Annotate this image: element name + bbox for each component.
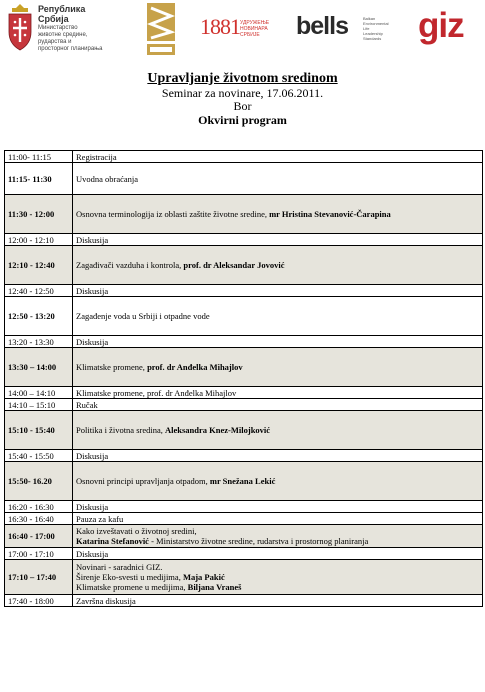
speaker-name: prof. dr Anđelka Mihajlov	[147, 362, 243, 372]
activity-text: Politika i životna sredina,	[76, 425, 165, 435]
schedule-row	[5, 297, 483, 336]
schedule-time: 16:40 - 17:00	[5, 525, 73, 548]
schedule-row	[5, 336, 483, 348]
schedule-time: 14:00 – 14:10	[5, 387, 73, 399]
speaker-name: Maja Pakić	[182, 572, 225, 582]
schedule-activity	[73, 595, 483, 607]
schedule-row	[5, 462, 483, 501]
activity-line	[76, 582, 479, 592]
schedule-row	[5, 399, 483, 411]
schedule-time: 13:20 - 13:30	[5, 336, 73, 348]
schedule-row	[5, 411, 483, 450]
schedule-time: 12:10 - 12:40	[5, 246, 73, 285]
schedule-time: 12:40 - 12:50	[5, 285, 73, 297]
activity-line	[76, 562, 479, 572]
schedule-activity	[73, 560, 483, 595]
schedule-row	[5, 595, 483, 607]
schedule-row	[5, 513, 483, 525]
schedule-time: 17:40 - 18:00	[5, 595, 73, 607]
schedule-row	[5, 163, 483, 195]
schedule-row	[5, 348, 483, 387]
activity-text: Osnovna terminologija iz oblasti zaštite životne sredine,	[76, 209, 270, 219]
activity-text: Novinari - saradnici GIZ.	[76, 562, 163, 572]
schedule-activity	[73, 348, 483, 387]
activity-line	[76, 526, 479, 536]
activity-text: Klimatske promene u medijima,	[76, 582, 188, 592]
activity-line	[76, 572, 479, 582]
speaker-name: prof. dr Aleksandar Jovović	[183, 260, 285, 270]
bells-subtitle: Balkan Environmental Life Leadership Standards	[363, 16, 389, 41]
schedule-row	[5, 234, 483, 246]
schedule-row	[5, 450, 483, 462]
schedule-activity	[73, 151, 483, 163]
serbia-name: Република Србија	[38, 4, 86, 24]
program-label: Okvirni program	[198, 113, 287, 127]
schedule-body	[5, 151, 483, 607]
giz-logo: giz	[418, 6, 464, 45]
activity-text: Pauza za kafu	[76, 513, 124, 524]
uns-logo	[200, 12, 278, 48]
schedule-activity	[73, 336, 483, 348]
activity-text: Završna diskusija	[76, 595, 136, 606]
schedule-activity	[73, 297, 483, 336]
sksg-logo-icon	[146, 2, 176, 56]
document-place: Bor	[233, 99, 252, 113]
schedule-activity	[73, 411, 483, 450]
activity-line	[76, 536, 479, 546]
activity-text: Osnovni principi upravljanja otpadom,	[76, 476, 210, 486]
speaker-name: mr Hristina Stevanović-Čarapina	[269, 209, 391, 219]
speaker-name: Biljana Vraneš	[187, 582, 242, 592]
activity-text: Diskusija	[76, 234, 109, 245]
schedule-row	[5, 387, 483, 399]
activity-text: Širenje Eko-svesti u medijima,	[76, 572, 183, 582]
bells-wordmark: bells	[296, 12, 348, 40]
activity-text: Diskusija	[76, 285, 109, 296]
schedule-row	[5, 501, 483, 513]
schedule-row	[5, 560, 483, 595]
activity-text: Klimatske promene, prof. dr Anđelka Mihajlov	[76, 387, 237, 398]
schedule-row	[5, 548, 483, 560]
schedule-activity	[73, 513, 483, 525]
schedule-row	[5, 525, 483, 548]
speaker-name: Aleksandra Knez-Milojković	[165, 425, 271, 435]
activity-text: - Ministarstvo životne sredine, rudarstva i prostornog planiranja	[148, 536, 369, 546]
activity-text: Ručak	[76, 399, 98, 410]
schedule-time: 11:30 - 12:00	[5, 195, 73, 234]
document-heading	[0, 70, 485, 128]
schedule-time: 16:20 - 16:30	[5, 501, 73, 513]
serbia-coat-of-arms-icon	[6, 2, 34, 52]
schedule-activity	[73, 450, 483, 462]
schedule-activity	[73, 195, 483, 234]
schedule-time: 11:15- 11:30	[5, 163, 73, 195]
schedule-time: 11:00- 11:15	[5, 151, 73, 163]
activity-text: Registracija	[76, 151, 117, 162]
serbia-ministry-name: Министарство животне средине, рударства и просторног планирања	[38, 25, 103, 52]
schedule-activity	[73, 548, 483, 560]
speaker-name: mr Snežana Lekić	[209, 476, 276, 486]
activity-text: Uvodna obraćanja	[76, 173, 139, 184]
schedule-time: 15:40 - 15:50	[5, 450, 73, 462]
schedule-row	[5, 195, 483, 234]
schedule-time: 12:50 - 13:20	[5, 297, 73, 336]
schedule-activity	[73, 501, 483, 513]
schedule-time: 15:10 - 15:40	[5, 411, 73, 450]
activity-text: Diskusija	[76, 548, 109, 559]
schedule-activity	[73, 285, 483, 297]
uns-name: УДРУЖЕЊЕ НОВИНАРА СРБИЈЕ	[240, 20, 270, 38]
schedule-time: 12:00 - 12:10	[5, 234, 73, 246]
activity-text: Diskusija	[76, 450, 109, 461]
schedule-activity	[73, 246, 483, 285]
schedule-activity	[73, 525, 483, 548]
activity-text: Zagađivači vazduha i kontrola,	[76, 260, 184, 270]
schedule-activity	[73, 387, 483, 399]
document-title: Upravljanje životnom sredinom	[147, 71, 338, 86]
speaker-name: Katarina Stefanović	[76, 536, 149, 546]
schedule-time: 14:10 – 15:10	[5, 399, 73, 411]
activity-text: Kako izveštavati o životnoj sredini,	[76, 526, 197, 536]
schedule-time: 15:50- 16.20	[5, 462, 73, 501]
schedule-time: 17:00 - 17:10	[5, 548, 73, 560]
schedule-activity	[73, 399, 483, 411]
schedule-row	[5, 151, 483, 163]
schedule-time: 17:10 – 17:40	[5, 560, 73, 595]
logo-header	[0, 0, 485, 62]
schedule-time: 16:30 - 16:40	[5, 513, 73, 525]
schedule-row	[5, 285, 483, 297]
schedule-activity	[73, 163, 483, 195]
schedule-row	[5, 246, 483, 285]
activity-text: Diskusija	[76, 501, 109, 512]
schedule-table	[4, 150, 483, 607]
activity-text: Klimatske promene,	[76, 362, 148, 372]
document-subtitle: Seminar za novinare, 17.06.2011.	[161, 86, 324, 100]
schedule-activity	[73, 234, 483, 246]
schedule-activity	[73, 462, 483, 501]
schedule-time: 13:30 – 14:00	[5, 348, 73, 387]
activity-text: Zagađenje voda u Srbiji i otpadne vode	[76, 311, 210, 321]
serbia-ministry-logo	[6, 2, 136, 58]
uns-year: 1881	[200, 14, 240, 39]
activity-text: Diskusija	[76, 336, 109, 347]
bells-logo	[296, 12, 406, 48]
